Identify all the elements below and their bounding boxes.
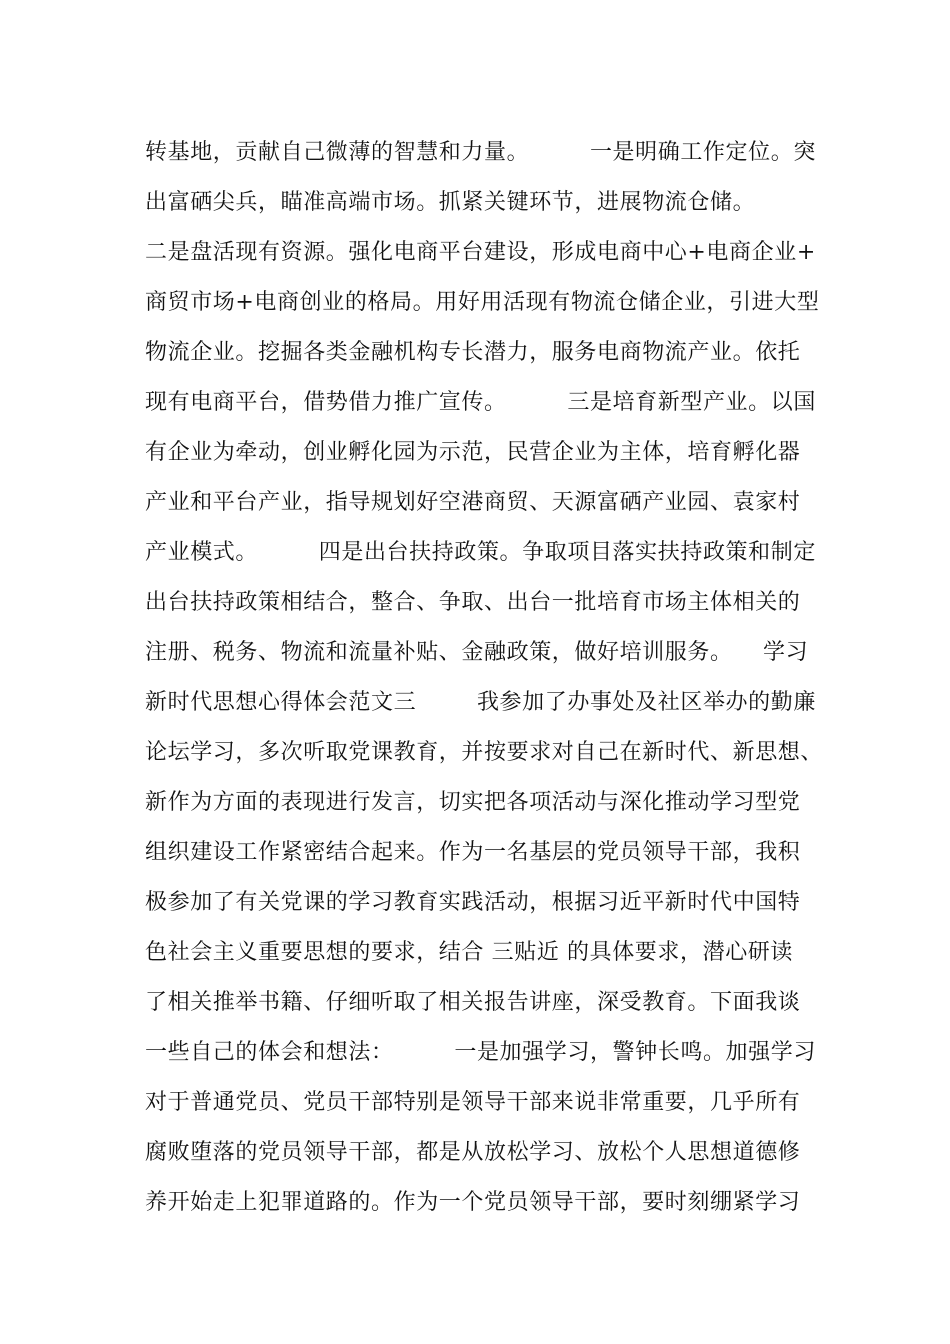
text-line: 色社会主义重要思想的要求，结合 三贴近 的具体要求，潜心研读 <box>145 940 793 965</box>
text-line: 物流企业。挖掘各类金融机构专长潜力，服务电商物流产业。依托 <box>145 340 801 365</box>
text-line: 新作为方面的表现进行发言，切实把各项活动与深化推动学习型党 <box>145 790 801 815</box>
text-line: 论坛学习，多次听取党课教育，并按要求对自己在新时代、新思想、 <box>145 740 824 765</box>
text-line: 腐败堕落的党员领导干部，都是从放松学习、放松个人思想道德修 <box>145 1140 801 1165</box>
text-line: 对于普通党员、党员干部特别是领导干部来说非常重要，几乎所有 <box>145 1090 801 1115</box>
text-line: 新时代思想心得体会范文三 我参加了办事处及社区举办的勤廉 <box>145 690 816 715</box>
text-line: 组织建设工作紧密结合起来。作为一名基层的党员领导干部，我积 <box>145 840 801 865</box>
text-line: 现有电商平台，借势借力推广宣传。 三是培育新型产业。以国 <box>145 390 816 415</box>
text-line: 产业模式。 四是出台扶持政策。争取项目落实扶持政策和制定 <box>145 540 816 565</box>
text-line: 二是盘活现有资源。强化电商平台建设，形成电商中心+电商企业+ <box>145 240 816 265</box>
text-line: 一些自己的体会和想法： 一是加强学习，警钟长鸣。加强学习 <box>145 1040 816 1065</box>
text-line: 商贸市场+电商创业的格局。用好用活现有物流仓储企业，引进大型 <box>145 290 820 315</box>
text-line: 出台扶持政策相结合，整合、争取、出台一批培育市场主体相关的 <box>145 590 801 615</box>
text-line: 出富硒尖兵，瞄准高端市场。抓紧关键环节，进展物流仓储。 <box>145 190 756 215</box>
text-line: 养开始走上犯罪道路的。作为一个党员领导干部，要时刻绷紧学习 <box>145 1190 801 1215</box>
text-line: 转基地，贡献自己微薄的智慧和力量。 一是明确工作定位。突 <box>145 140 816 165</box>
text-line: 产业和平台产业，指导规划好空港商贸、天源富硒产业园、袁家村 <box>145 490 801 515</box>
text-line: 极参加了有关党课的学习教育实践活动，根据习近平新时代中国特 <box>145 890 801 915</box>
text-line: 了相关推举书籍、仔细听取了相关报告讲座，深受教育。下面我谈 <box>145 990 801 1015</box>
text-line: 注册、税务、物流和流量补贴、金融政策，做好培训服务。 学习 <box>145 640 809 665</box>
body-text <box>145 128 835 1228</box>
text-line: 有企业为牵动，创业孵化园为示范，民营企业为主体，培育孵化器 <box>145 440 801 465</box>
